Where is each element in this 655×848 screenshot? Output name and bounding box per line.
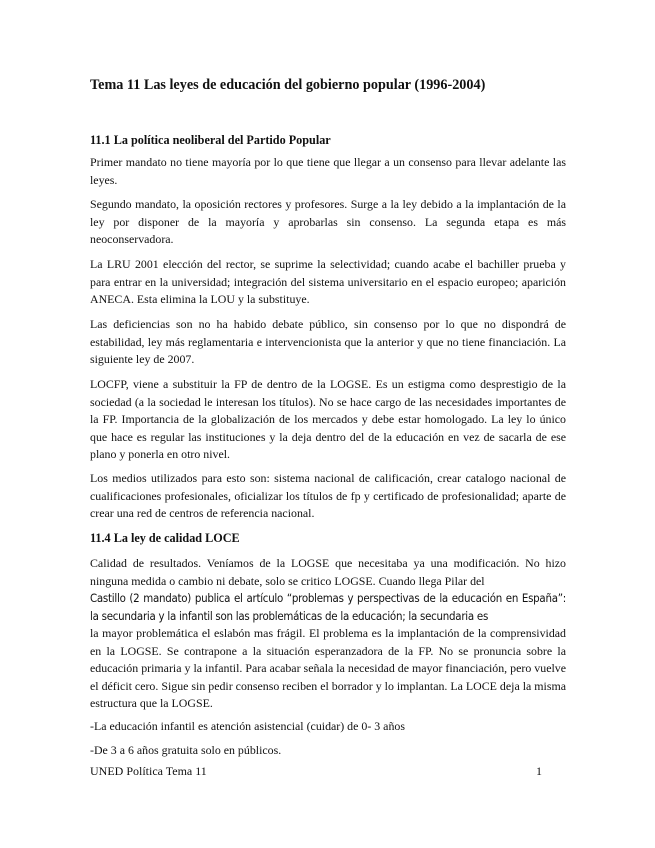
paragraph-medios: Los medios utilizados para esto son: sistema nacional de calificación, crear catalogo nacional de cualificaciones profesionales, oficializar los títulos de fp y certificado de profesionalidad; aparte de crear una red de centros de referencia nacional. — [90, 471, 566, 520]
paragraph-locfp: LOCFP, viene a substituir la FP de dentro de la LOGSE. Es un estigma como desprestigio de la sociedad (a la sociedad le interesan los títulos). No se hace cargo de las necesidades importantes de la FP. Importancia de la globalización de los mercados y debe estar homologado. La ley lo único que hace es regular las instituciones y la deja dentro del de la educación en vez de sacarla de ese plano y ponerla en otro nivel. — [90, 377, 566, 461]
paragraph-calidad — [90, 555, 566, 713]
page-footer — [90, 763, 566, 779]
paragraph-lru-2001: La LRU 2001 elección del rector, se suprime la selectividad; cuando acabe el bachiller prueba y para entrar en la universidad; integración del sistema universitario en el espacio europeo; aparición ANECA. Esta elimina la LOU y la substituye. — [90, 257, 566, 306]
section-heading-11-4: 11.4 La ley de calidad LOCE — [90, 531, 240, 545]
paragraph-segundo-mandato: Segundo mandato, la oposición rectores y profesores. Surge a la ley debido a la implantación de la ley por disponer de la mayoría y aprobarlas sin consenso. La segunda etapa es más neoconservadora. — [90, 197, 566, 246]
paragraph-calidad-end: la mayor problemática el eslabón mas frágil. El problema es la implantación de la comprensividad en la LOGSE. Se contrapone a la situación esperanzadora de la FP. No se pronuncia sobre la educación primaria y la infantil. Para acabar señala la necesidad de mayor financiación, pero vuelve el déficit cero. Sigue sin pedir consenso reciben el borrador y lo implantan. La LOCE deja la misma estructura que la LOGSE. — [90, 626, 566, 710]
document-page — [90, 0, 566, 848]
paragraph-primer-mandato: Primer mandato no tiene mayoría por lo que tiene que llegar a un consenso para llevar adelante las leyes. — [90, 155, 566, 187]
paragraph-calidad-alt: Castillo (2 mandato) publica el artículo “problemas y perspectivas de la educación en España”: la secundaria y la infantil son las problemáticas de la educación; la secundaria es — [90, 591, 566, 623]
paragraph-calidad-start: Calidad de resultados. Veníamos de la LOGSE que necesitaba ya una modificación. No hizo ninguna medida o cambio ni debate, solo se critico LOGSE. Cuando llega Pilar del — [90, 556, 566, 588]
footer-page-number: 1 — [536, 764, 542, 778]
document-title: Tema 11 Las leyes de educación del gobierno popular (1996-2004) — [90, 77, 486, 93]
list-item-infantil: -La educación infantil es atención asistencial (cuidar) de 0- 3 años — [90, 719, 405, 733]
paragraph-deficiencias: Las deficiencias son no ha habido debate público, sin consenso por lo que no dispondrá de estabilidad, ley más reglamentaria e intervencionista que la anterior y que no tiene financiación. La siguiente ley de 2007. — [90, 317, 566, 366]
section-heading-11-1: 11.1 La política neoliberal del Partido Popular — [90, 133, 331, 147]
list-item-3-a-6: -De 3 a 6 años gratuita solo en públicos. — [90, 743, 282, 757]
footer-label: UNED Política Tema 11 — [90, 764, 207, 778]
